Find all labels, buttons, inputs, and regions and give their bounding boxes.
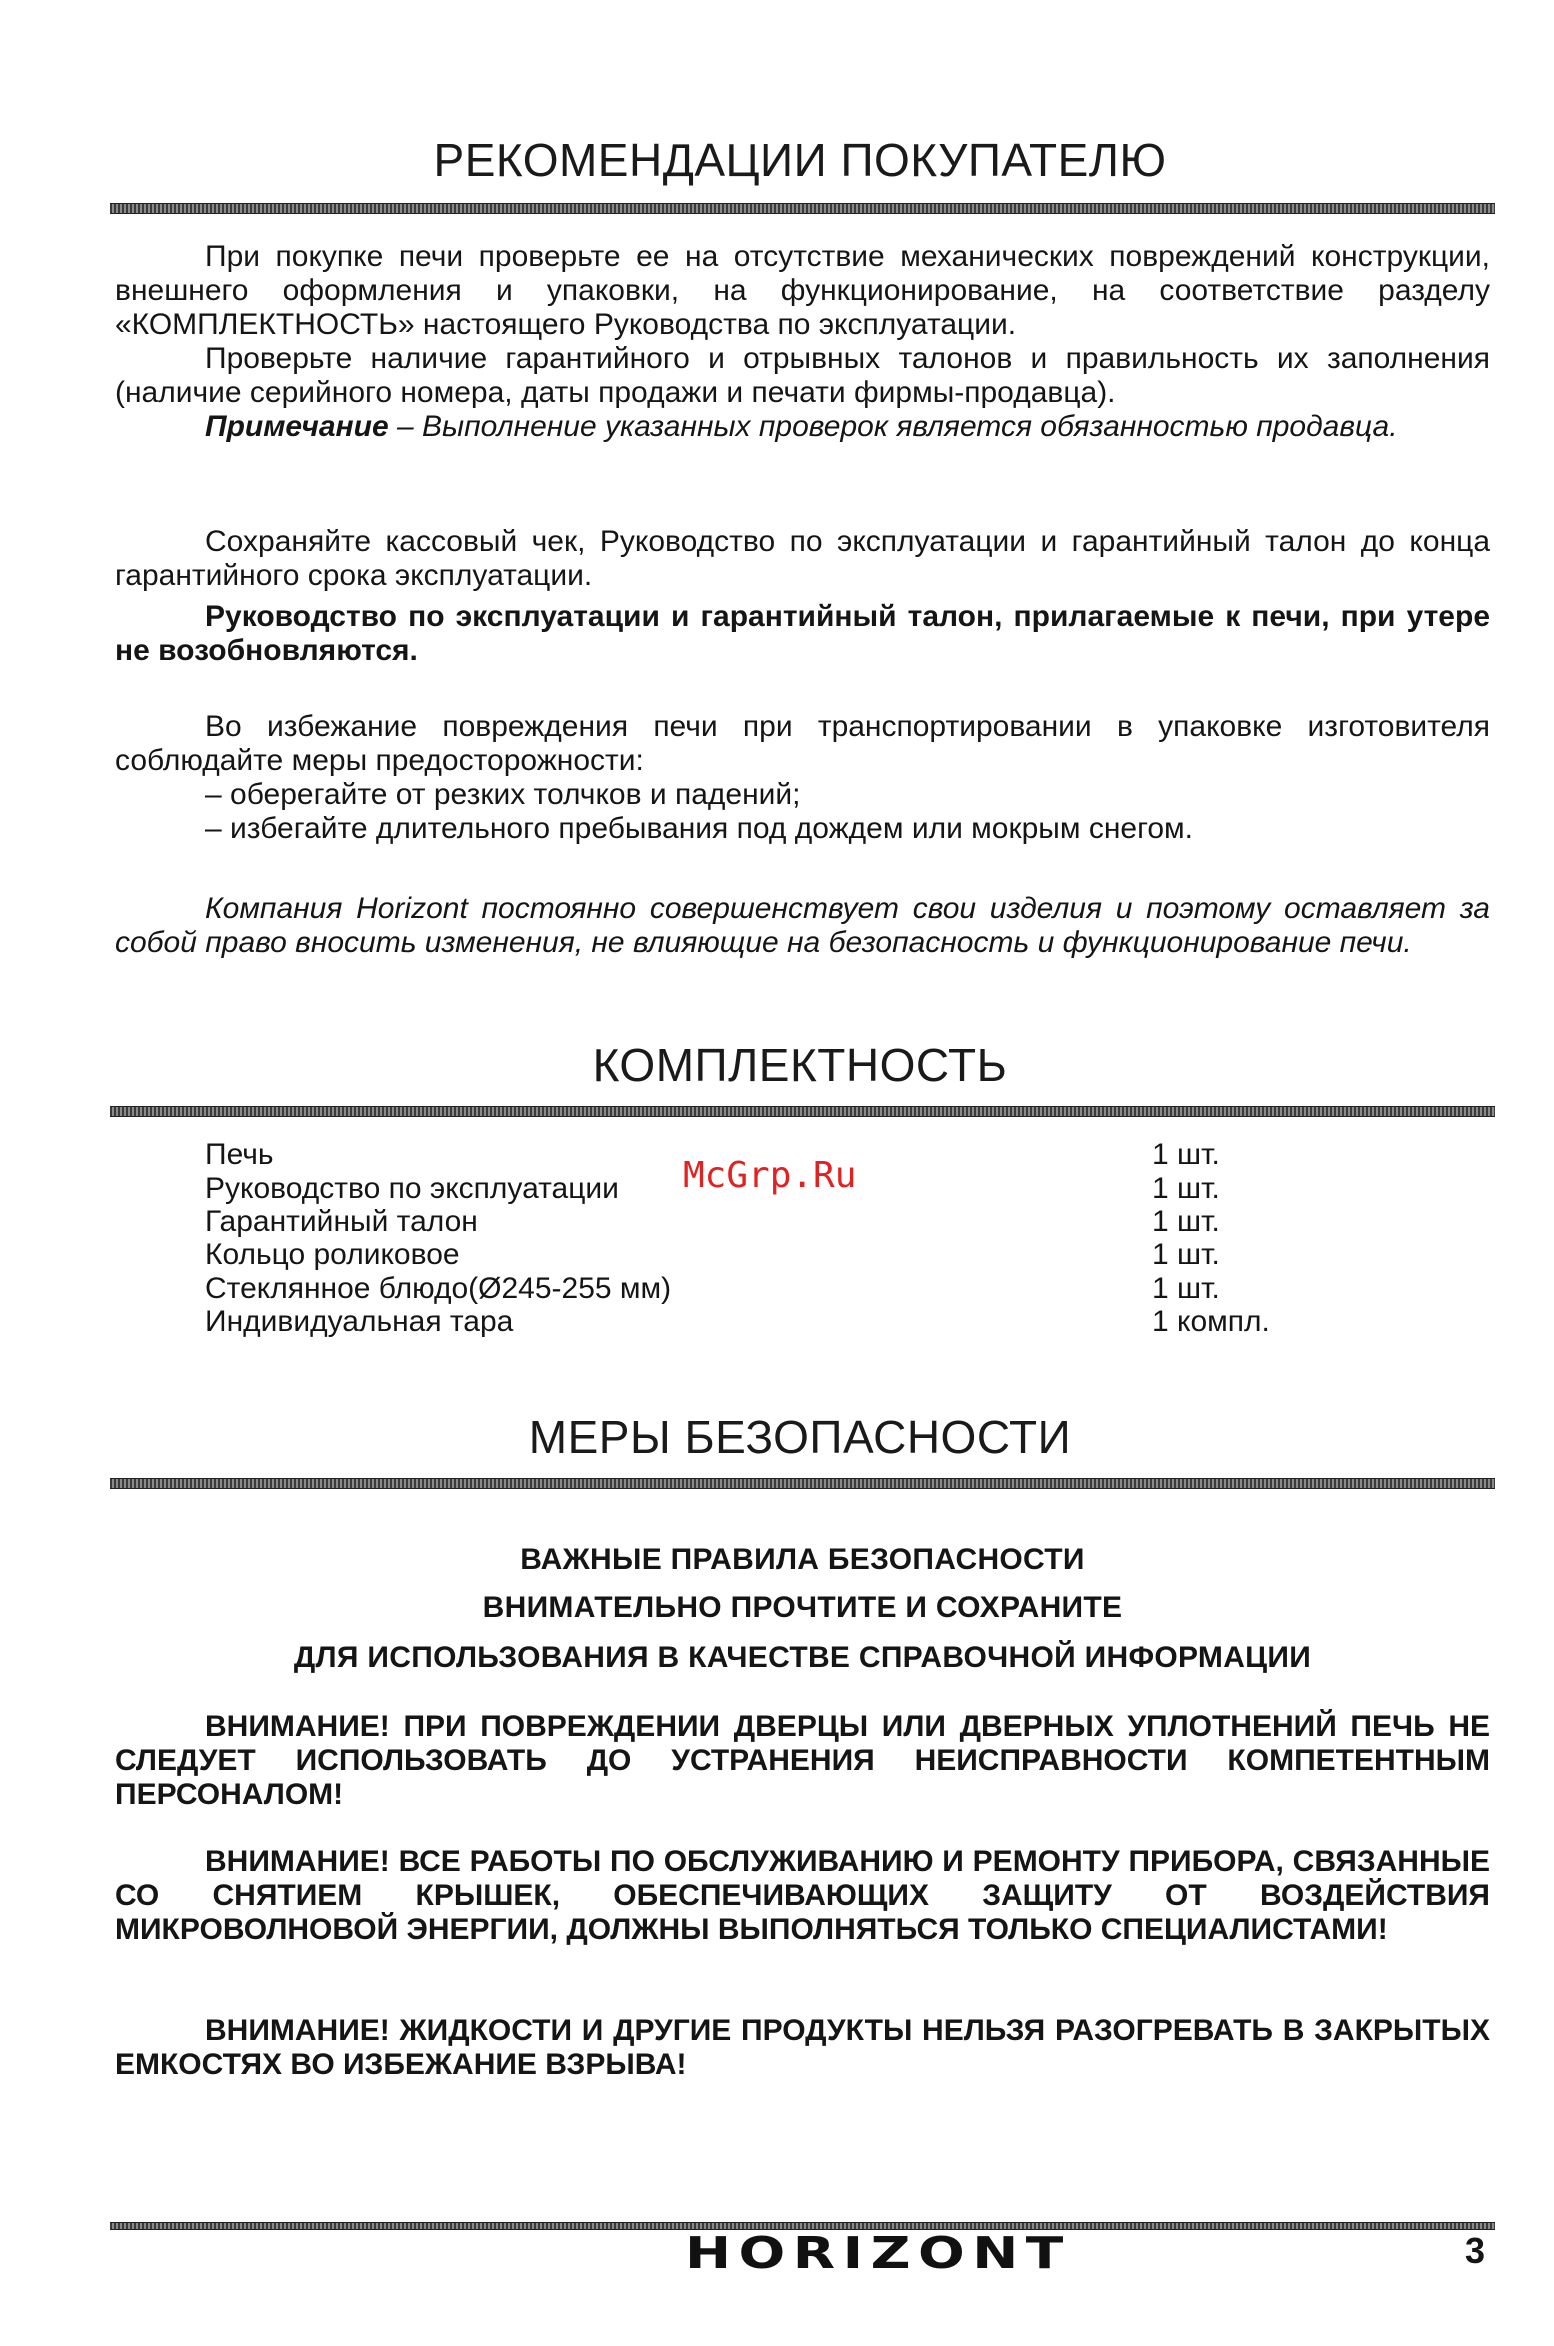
kit-row bbox=[205, 1205, 1405, 1239]
kit-item-name: Индивидуальная тара bbox=[205, 1305, 514, 1338]
safety-subheading: ДЛЯ ИСПОЛЬЗОВАНИЯ В КАЧЕСТВЕ СПРАВОЧНОЙ ИНФОРМАЦИИ bbox=[293, 1641, 1312, 1674]
paragraph-coupon-check: Проверьте наличие гарантийного и отрывных талонов и правильность их заполнения (наличие серийного номера, даты продажи и печати фирмы-продавца). bbox=[115, 342, 1490, 409]
safety-subheading: ВАЖНЫЕ ПРАВИЛА БЕЗОПАСНОСТИ bbox=[520, 1543, 1085, 1576]
section-divider bbox=[110, 1478, 1495, 1489]
kit-item-name: Кольцо роликовое bbox=[205, 1238, 460, 1271]
section-title-safety: МЕРЫ БЕЗОПАСНОСТИ bbox=[528, 1411, 1072, 1463]
kit-item-name: Гарантийный талон bbox=[205, 1205, 478, 1238]
paragraph-company-rights: Компания Horizont постоянно совершенствует свои изделия и поэтому оставляет за собой право вносить изменения, не влияющие на безопасность и функционирование печи. bbox=[115, 892, 1490, 959]
section-title-recommendations: РЕКОМЕНДАЦИИ ПОКУПАТЕЛЮ bbox=[433, 134, 1167, 186]
kit-item-qty: 1 шт. bbox=[1152, 1272, 1220, 1305]
paragraph-transport: Во избежание повреждения печи при транспортировании в упаковке изготовителя соблюдайте меры предосторожности: bbox=[115, 710, 1490, 777]
precaution-item: – избегайте длительного пребывания под дождем или мокрым снегом. bbox=[205, 812, 1193, 845]
watermark-text: McGrp.Ru bbox=[683, 1155, 857, 1196]
page-number: 3 bbox=[1465, 2230, 1486, 2271]
paragraph-purchase-check: При покупке печи проверьте ее на отсутствие механических повреждений конструкции, внешнего оформления и упаковки, на функционирование, на соответствие разделу «КОМПЛЕКТНОСТЬ» настоящего Руководства по эксплуатации. bbox=[115, 240, 1490, 341]
warning-service-specialists: ВНИМАНИЕ! ВСЕ РАБОТЫ ПО ОБСЛУЖИВАНИЮ И РЕМОНТУ ПРИБОРА, СВЯЗАННЫЕ СО СНЯТИЕМ КРЫШЕК, ОБЕСПЕЧИВАЮЩИХ ЗАЩИТУ ОТ ВОЗДЕЙСТВИЯ МИКРОВОЛНОВОЙ ЭНЕРГИИ, ДОЛЖНЫ ВЫПОЛНЯТЬСЯ ТОЛЬКО СПЕЦИАЛИСТАМИ! bbox=[115, 1845, 1490, 1946]
kit-row bbox=[205, 1305, 1405, 1339]
kit-item-qty: 1 шт. bbox=[1152, 1138, 1220, 1171]
section-divider bbox=[110, 1106, 1495, 1117]
precaution-item: – оберегайте от резких толчков и падений; bbox=[205, 778, 801, 811]
kit-item-name: Стеклянное блюдо(Ø245-255 мм) bbox=[205, 1272, 672, 1305]
kit-row bbox=[205, 1272, 1405, 1306]
kit-item-qty: 1 шт. bbox=[1152, 1172, 1220, 1205]
kit-item-qty: 1 шт. bbox=[1152, 1205, 1220, 1238]
kit-item-qty: 1 шт. bbox=[1152, 1238, 1220, 1271]
note-label: Примечание bbox=[205, 410, 389, 443]
kit-item-name: Руководство по эксплуатации bbox=[205, 1172, 619, 1205]
safety-subheading: ВНИМАТЕЛЬНО ПРОЧТИТЕ И СОХРАНИТЕ bbox=[482, 1591, 1123, 1624]
warning-door-damage: ВНИМАНИЕ! ПРИ ПОВРЕЖДЕНИИ ДВЕРЦЫ ИЛИ ДВЕРНЫХ УПЛОТНЕНИЙ ПЕЧЬ НЕ СЛЕДУЕТ ИСПОЛЬЗОВАТЬ ДО УСТРАНЕНИЯ НЕИСПРАВНОСТИ КОМПЕТЕНТНЫМ ПЕРСОНАЛОМ! bbox=[115, 1710, 1490, 1811]
kit-item-qty: 1 компл. bbox=[1152, 1305, 1270, 1338]
section-divider bbox=[110, 203, 1495, 214]
kit-row bbox=[205, 1238, 1405, 1272]
paragraph-keep-receipt: Сохраняйте кассовый чек, Руководство по эксплуатации и гарантийный талон до конца гарантийного срока эксплуатации. bbox=[115, 525, 1490, 592]
kit-item-name: Печь bbox=[205, 1138, 274, 1171]
warning-closed-containers: ВНИМАНИЕ! ЖИДКОСТИ И ДРУГИЕ ПРОДУКТЫ НЕЛЬЗЯ РАЗОГРЕВАТЬ В ЗАКРЫТЫХ ЕМКОСТЯХ ВО ИЗБЕЖАНИЕ ВЗРЫВА! bbox=[115, 2014, 1490, 2081]
note-text: – Выполнение указанных проверок является обязанностью продавца. bbox=[388, 410, 1398, 443]
paragraph-note bbox=[115, 410, 1490, 444]
section-title-kit: КОМПЛЕКТНОСТЬ bbox=[592, 1039, 1008, 1091]
horizont-logo: HORIZONT bbox=[685, 2228, 1071, 2279]
paragraph-not-renewed: Руководство по эксплуатации и гарантийный талон, прилагаемые к печи, при утере не возобновляются. bbox=[115, 600, 1490, 667]
